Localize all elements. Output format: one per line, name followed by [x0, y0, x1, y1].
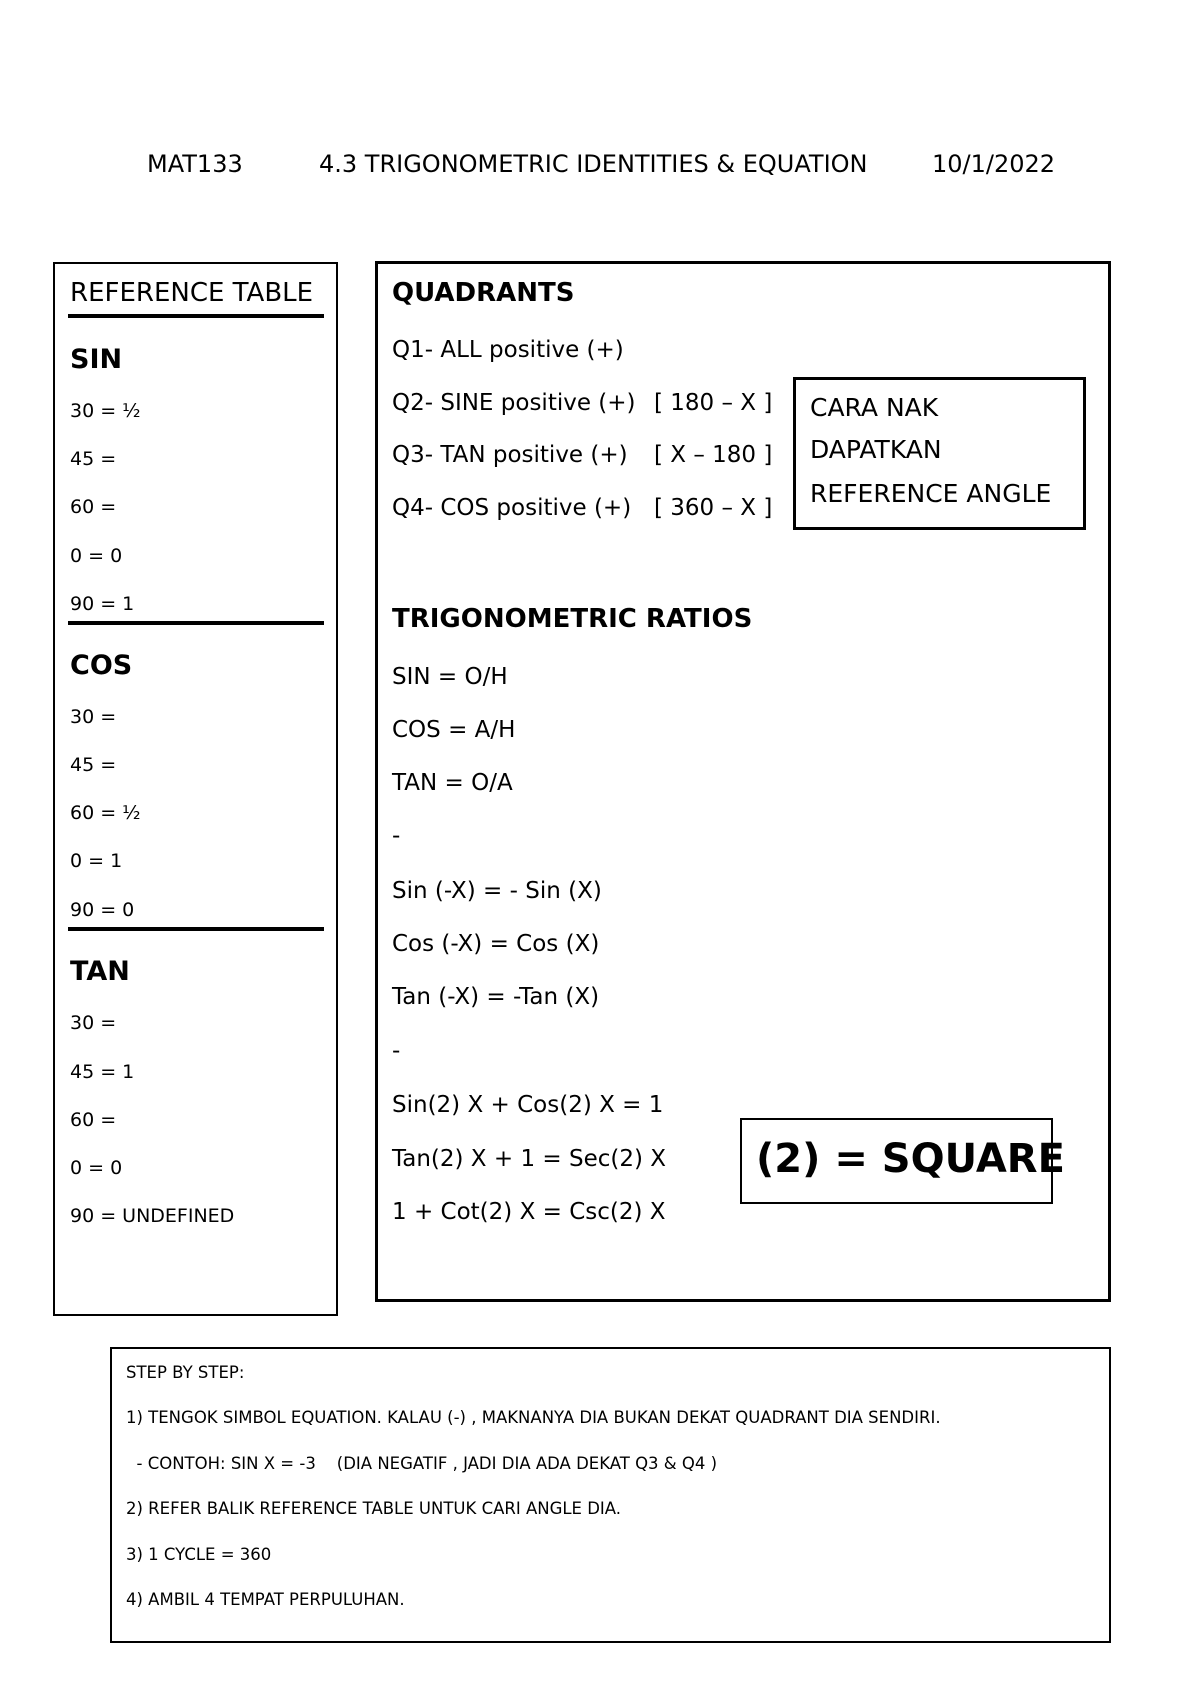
identity-line: 1 + Cot(2) X = Csc(2) X [392, 1199, 666, 1225]
quadrant-line: Q3- TAN positive (+) [392, 442, 628, 468]
reference-table-title: REFERENCE TABLE [70, 278, 314, 308]
cos-row: 90 = 0 [70, 899, 135, 921]
step-line: 2) REFER BALIK REFERENCE TABLE UNTUK CARI ANGLE DIA. [126, 1499, 622, 1518]
separator-dash: - [392, 823, 401, 849]
step-line: 1) TENGOK SIMBOL EQUATION. KALAU (-) , MAKNANYA DIA BUKAN DEKAT QUADRANT DIA SENDIRI. [126, 1408, 941, 1427]
divider [68, 314, 324, 318]
trig-ratios-heading: TRIGONOMETRIC RATIOS [392, 604, 753, 634]
ratio-line: COS = A/H [392, 717, 516, 743]
cos-row: 30 = [70, 706, 117, 728]
quadrant-formula: [ X – 180 ] [654, 442, 773, 468]
sin-row: 30 = ½ [70, 400, 141, 422]
reference-angle-note [793, 377, 1086, 530]
step-example: - CONTOH: SIN X = -3 (DIA NEGATIF , JADI DIA ADA DEKAT Q3 & Q4 ) [126, 1454, 718, 1473]
date: 10/1/2022 [932, 150, 1056, 178]
identity-line: Sin (-X) = - Sin (X) [392, 878, 602, 904]
quadrants-and-ratios-panel [375, 261, 1111, 1302]
identity-line: Tan (-X) = -Tan (X) [392, 984, 600, 1010]
identity-line: Tan(2) X + 1 = Sec(2) X [392, 1146, 667, 1172]
sin-row: 90 = 1 [70, 593, 135, 615]
tan-row: 90 = UNDEFINED [70, 1205, 235, 1227]
steps-heading: STEP BY STEP: [126, 1363, 245, 1382]
tan-row: 45 = 1 [70, 1061, 135, 1083]
quadrant-formula: [ 180 – X ] [654, 390, 773, 416]
cos-row: 60 = ½ [70, 802, 141, 824]
page-title: 4.3 TRIGONOMETRIC IDENTITIES & EQUATION [319, 150, 868, 178]
section-heading-tan: TAN [70, 956, 130, 987]
cos-row: 45 = [70, 754, 117, 776]
sin-row: 45 = [70, 448, 117, 470]
sin-row: 0 = 0 [70, 545, 123, 567]
note-line: DAPATKAN [810, 435, 942, 464]
step-line: 4) AMBIL 4 TEMPAT PERPULUHAN. [126, 1590, 405, 1609]
identity-line: Cos (-X) = Cos (X) [392, 931, 600, 957]
ratio-line: TAN = O/A [392, 770, 513, 796]
quadrant-line: Q2- SINE positive (+) [392, 390, 636, 416]
step-line: 3) 1 CYCLE = 360 [126, 1545, 272, 1564]
quadrant-line: Q1- ALL positive (+) [392, 337, 624, 363]
separator-dash: - [392, 1038, 401, 1064]
tan-row: 30 = [70, 1012, 117, 1034]
square-note [740, 1118, 1065, 1204]
tan-row: 0 = 0 [70, 1157, 123, 1179]
course-code: MAT133 [147, 150, 243, 178]
section-heading-sin: SIN [70, 344, 123, 375]
note-line: REFERENCE ANGLE [810, 479, 1052, 508]
quadrant-line: Q4- COS positive (+) [392, 495, 632, 521]
section-heading-cos: COS [70, 650, 133, 681]
square-note-text: (2) = SQUARE [756, 1136, 1065, 1182]
sin-row: 60 = [70, 496, 117, 518]
divider [68, 621, 324, 625]
quadrants-heading: QUADRANTS [392, 278, 575, 308]
quadrant-formula: [ 360 – X ] [654, 495, 773, 521]
reference-table [53, 262, 338, 1316]
tan-row: 60 = [70, 1109, 117, 1131]
identity-line: Sin(2) X + Cos(2) X = 1 [392, 1092, 664, 1118]
step-by-step-panel [110, 1347, 1111, 1643]
ratio-line: SIN = O/H [392, 664, 508, 690]
divider [68, 927, 324, 931]
note-line: CARA NAK [810, 393, 939, 422]
cos-row: 0 = 1 [70, 850, 123, 872]
